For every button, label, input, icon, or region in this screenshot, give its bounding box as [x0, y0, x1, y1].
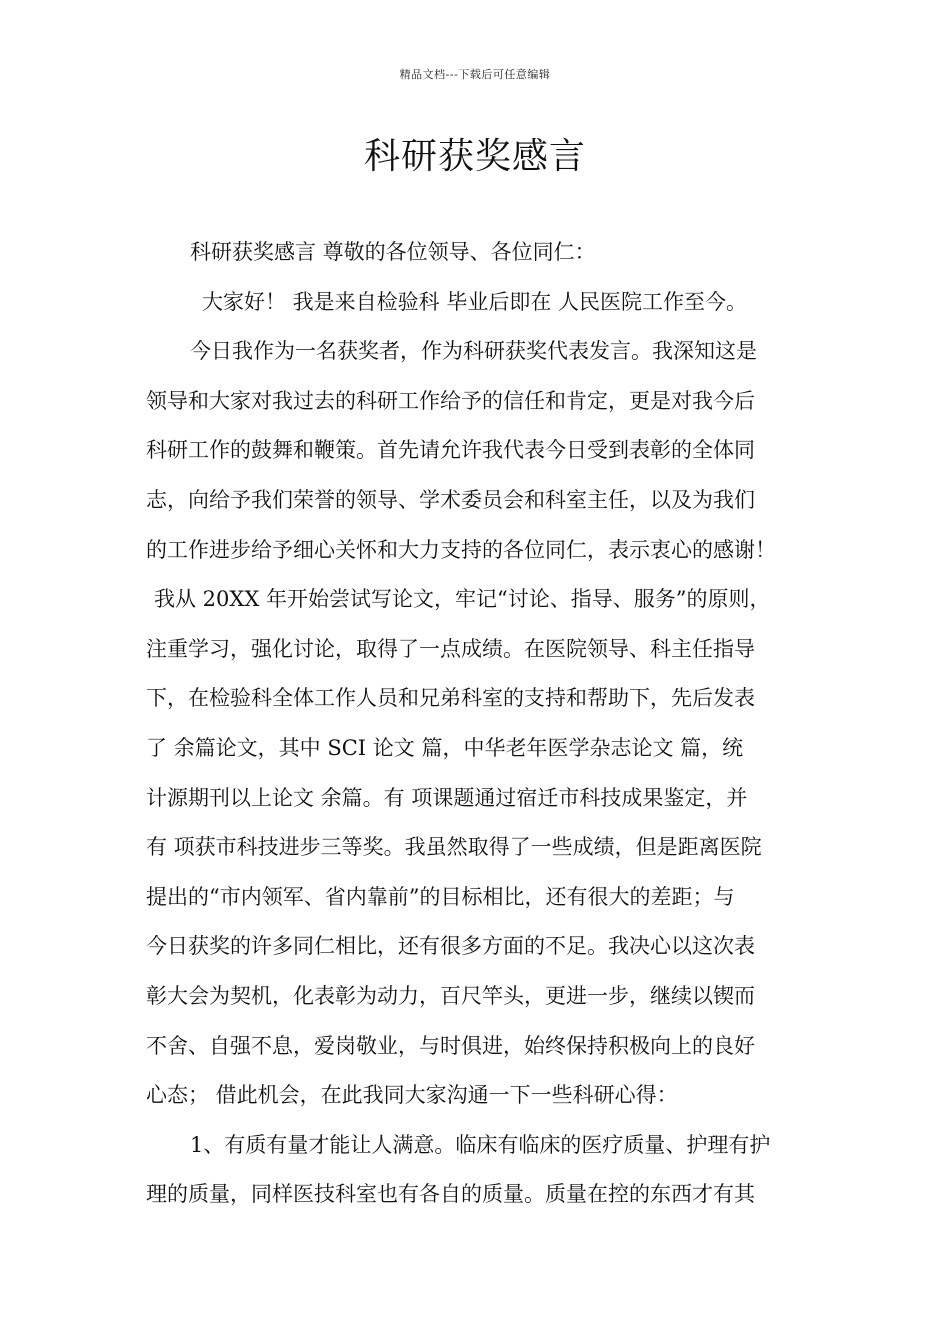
body-line: 科研工作的鼓舞和鞭策。首先请允许我代表今日受到表彰的全体同 — [146, 438, 755, 463]
document-title: 科研获奖感言 — [363, 136, 586, 177]
body-line: 领导和大家对我过去的科研工作给予的信任和肯定，更是对我今后 — [146, 388, 755, 413]
body-line: 心态； 借此机会，在此我同大家沟通一下一些科研心得： — [146, 1083, 678, 1108]
body-line: 的工作进步给予细心关怀和大力支持的各位同仁，表示衷心的感谢！ — [146, 537, 776, 562]
body-line: 不舍、自强不息，爱岗敬业，与时俱进，始终保持积极向上的良好 — [146, 1033, 755, 1058]
body-line: 计源期刊以上论文 余篇。有 项课题通过宿迁市科技成果鉴定，并 — [146, 785, 748, 810]
body-line: 今日获奖的许多同仁相比，还有很多方面的不足。我决心以这次表 — [146, 934, 755, 959]
body-line: 1、有质有量才能让人满意。临床有临床的医疗质量、护理有护 — [190, 1132, 771, 1157]
header-note: 精品文档---下载后可任意编辑 — [399, 68, 551, 81]
body-line: 下，在检验科全体工作人员和兄弟科室的支持和帮助下，先后发表 — [146, 686, 755, 711]
document-body — [146, 228, 836, 1220]
body-line: 大家好！ 我是来自检验科 毕业后即在 人民医院工作至今。 — [202, 289, 748, 314]
body-line: 志，向给予我们荣誉的领导、学术委员会和科室主任，以及为我们 — [146, 487, 755, 512]
body-line: 彰大会为契机，化表彰为动力，百尺竿头，更进一步，继续以锲而 — [146, 983, 755, 1008]
body-line: 提出的“市内领军、省内靠前”的目标相比，还有很大的差距；与 — [146, 884, 735, 909]
body-line: 了 余篇论文，其中 SCI 论文 篇，中华老年医学杂志论文 篇，统 — [146, 735, 744, 760]
body-line: 今日我作为一名获奖者，作为科研获奖代表发言。我深知这是 — [190, 339, 757, 364]
body-line: 有 项获市科技进步三等奖。我虽然取得了一些成绩，但是距离医院 — [146, 835, 762, 860]
body-line: 理的质量，同样医技科室也有各自的质量。质量在控的东西才有其 — [146, 1182, 755, 1207]
body-line: 注重学习，强化讨论，取得了一点成绩。在医院领导、科主任指导 — [146, 636, 755, 661]
body-line: 我从 20XX 年开始尝试写论文，牢记“讨论、指导、服务”的原则， — [154, 587, 771, 612]
body-line: 科研获奖感言 尊敬的各位领导、各位同仁： — [190, 240, 596, 264]
